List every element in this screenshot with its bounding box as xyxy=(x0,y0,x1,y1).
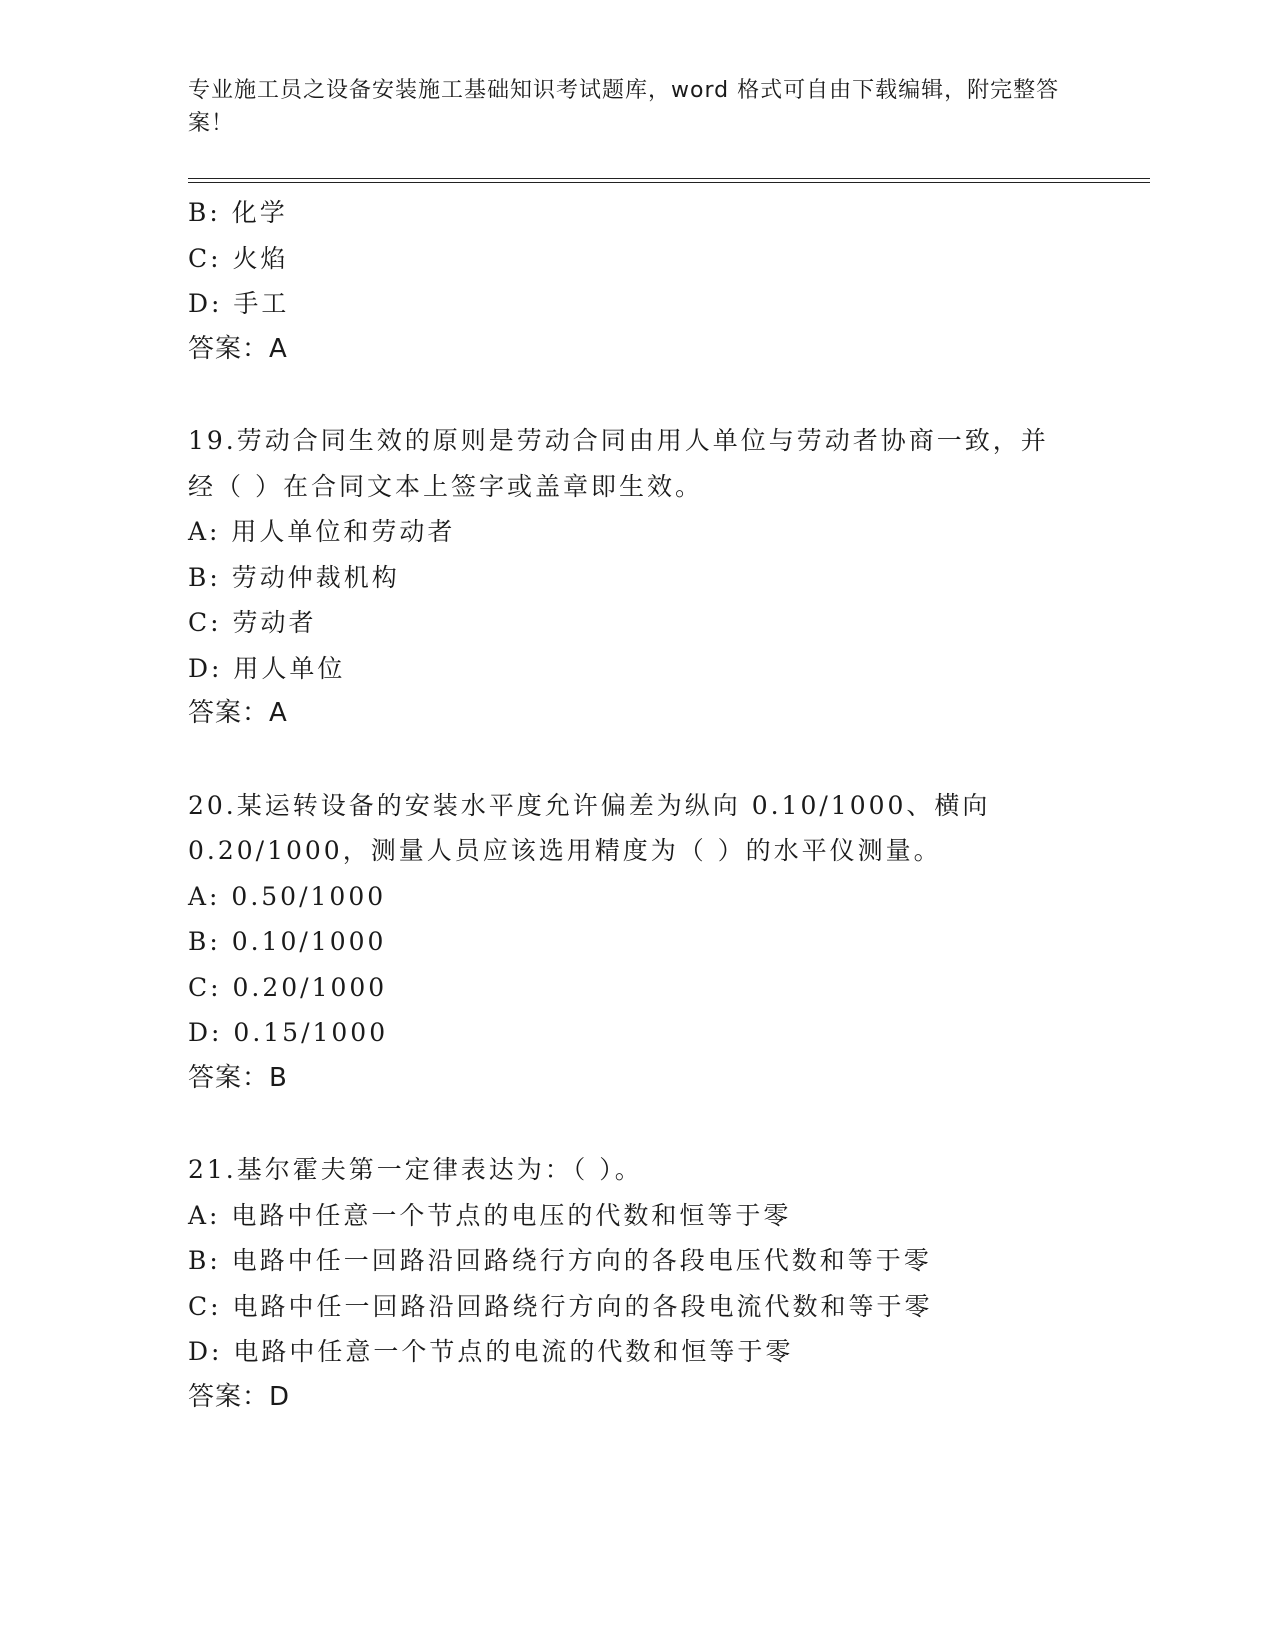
option-a: A: 0.50/1000 xyxy=(188,881,387,911)
answer: 答案：D xyxy=(188,1381,291,1412)
option-b: B: 0.10/1000 xyxy=(188,927,387,956)
option-d: D: 电路中任意一个节点的电流的代数和恒等于零 xyxy=(188,1337,794,1366)
answer: 答案：A xyxy=(188,698,288,728)
option-a: A: 电路中任意一个节点的电压的代数和恒等于零 xyxy=(188,1200,792,1230)
question-18-tail xyxy=(188,190,1088,372)
option-c: C: 0.20/1000 xyxy=(188,972,388,1002)
option-b: B: 化学 xyxy=(188,198,288,227)
option-b: B: 电路中任一回路沿回路绕行方向的各段电压代数和等于零 xyxy=(188,1246,932,1275)
question-19 xyxy=(188,418,1088,737)
option-b: B: 劳动仲裁机构 xyxy=(188,562,400,592)
header-divider-bottom xyxy=(188,182,1150,183)
option-c: C: 劳动者 xyxy=(188,608,317,637)
option-c: C: 火焰 xyxy=(188,243,289,273)
option-d: D: 手工 xyxy=(188,289,290,318)
question-stem: 21.基尔霍夫第一定律表达为：（ ）。 xyxy=(188,1155,643,1184)
page-header-title: 专业施工员之设备安装施工基础知识考试题库，word 格式可自由下载编辑，附完整答案！ xyxy=(188,78,1060,136)
header-divider-top xyxy=(188,178,1150,179)
document-body xyxy=(188,190,1088,1420)
option-d: D: 0.15/1000 xyxy=(188,1018,389,1047)
answer: 答案：A xyxy=(188,333,288,364)
option-d: D: 用人单位 xyxy=(188,653,346,683)
question-stem: 19.劳动合同生效的原则是劳动合同由用人单位与劳动者协商一致，并经（ ）在合同文本上签字或盖章即生效。 xyxy=(188,426,1049,501)
answer: 答案：B xyxy=(188,1062,288,1093)
question-stem: 20.某运转设备的安装水平度允许偏差为纵向 0.10/1000、横向 0.20/1000，测量人员应该选用精度为（ ）的水平仪测量。 xyxy=(188,790,991,865)
question-20 xyxy=(188,783,1088,1102)
question-21 xyxy=(188,1147,1088,1420)
option-a: A: 用人单位和劳动者 xyxy=(188,517,456,546)
option-c: C: 电路中任一回路沿回路绕行方向的各段电流代数和等于零 xyxy=(188,1291,933,1321)
